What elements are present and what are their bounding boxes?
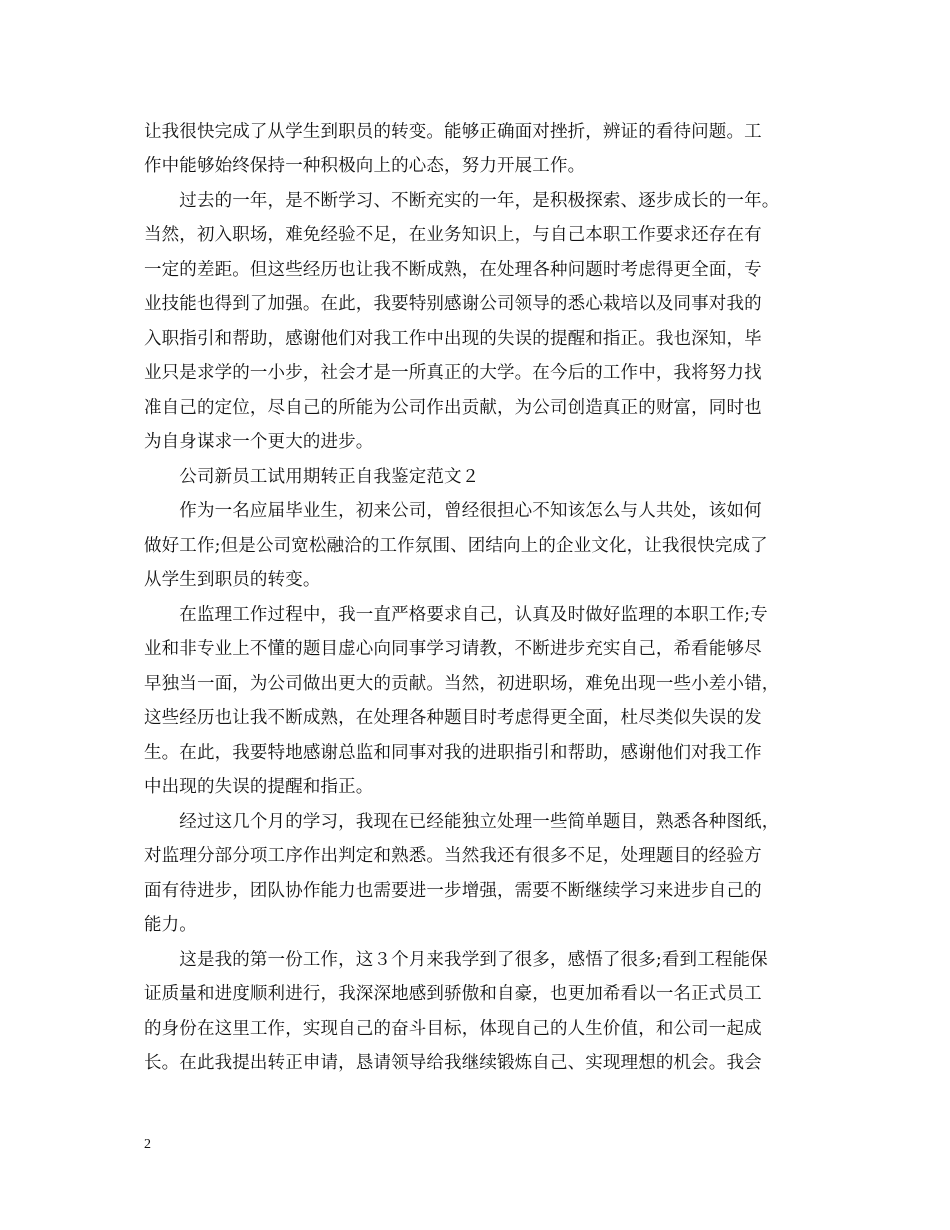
text-line: 这些经历也让我不断成熟，在处理各种题目时考虑得更全面，杜尽类似失误的发 — [144, 708, 762, 728]
text-line: 做好工作;但是公司宽松融洽的工作氛围、团结向上的企业文化，让我很快完成了 — [144, 536, 768, 556]
text-line: 为自身谋求一个更大的进步。 — [144, 432, 374, 452]
section-heading: 公司新员工试用期转正自我鉴定范文２ — [144, 467, 480, 487]
text-line: 的身份在这里工作，实现自己的奋斗目标，体现自己的人生价值，和公司一起成 — [144, 1019, 762, 1039]
text-line: 经过这几个月的学习，我现在已经能独立处理一些简单题目，熟悉各种图纸， — [144, 812, 780, 832]
text-line: 业只是求学的一小步，社会才是一所真正的大学。在今后的工作中，我将努力找 — [144, 363, 762, 383]
text-line: 入职指引和帮助，感谢他们对我工作中出现的失误的提醒和指正。我也深知，毕 — [144, 329, 762, 349]
text-line: 早独当一面，为公司做出更大的贡献。当然，初进职场，难免出现一些小差小错， — [144, 674, 780, 694]
text-line: 在监理工作过程中，我一直严格要求自己，认真及时做好监理的本职工作;专 — [144, 605, 768, 625]
page-number: 2 — [144, 1137, 151, 1152]
text-line: 过去的一年，是不断学习、不断充实的一年，是积极探索、逐步成长的一年。 — [144, 191, 780, 211]
text-line: 能力。 — [144, 915, 197, 935]
text-line: 证质量和进度顺利进行，我深深地感到骄傲和自豪，也更加希看以一名正式员工 — [144, 984, 762, 1004]
text-line: 业技能也得到了加强。在此，我要特别感谢公司领导的悉心栽培以及同事对我的 — [144, 294, 762, 314]
text-line: 作为一名应届毕业生，初来公司，曾经很担心不知该怎么与人共处，该如何 — [144, 501, 762, 521]
text-line: 让我很快完成了从学生到职员的转变。能够正确面对挫折，辨证的看待问题。工 — [144, 122, 762, 142]
text-line: 中出现的失误的提醒和指正。 — [144, 777, 374, 797]
text-line: 这是我的第一份工作，这３个月来我学到了很多，感悟了很多;看到工程能保 — [144, 950, 768, 970]
text-line: 长。在此我提出转正申请，恳请领导给我继续锻炼自己、实现理想的机会。我会 — [144, 1053, 762, 1073]
text-line: 准自己的定位，尽自己的所能为公司作出贡献，为公司创造真正的财富，同时也 — [144, 398, 762, 418]
text-line: 业和非专业上不懂的题目虚心向同事学习请教，不断进步充实自己，希看能够尽 — [144, 639, 762, 659]
text-line: 面有待进步，团队协作能力也需要进一步增强，需要不断继续学习来进步自己的 — [144, 881, 762, 901]
text-line: 一定的差距。但这些经历也让我不断成熟，在处理各种问题时考虑得更全面，专 — [144, 260, 762, 280]
text-line: 从学生到职员的转变。 — [144, 570, 321, 590]
text-line: 对监理分部分项工序作出判定和熟悉。当然我还有很多不足，处理题目的经验方 — [144, 846, 762, 866]
text-line: 当然，初入职场，难免经验不足，在业务知识上，与自己本职工作要求还存在有 — [144, 225, 762, 245]
text-line: 生。在此，我要特地感谢总监和同事对我的进职指引和帮助，感谢他们对我工作 — [144, 743, 762, 763]
text-line: 作中能够始终保持一种积极向上的心态，努力开展工作。 — [144, 156, 586, 176]
